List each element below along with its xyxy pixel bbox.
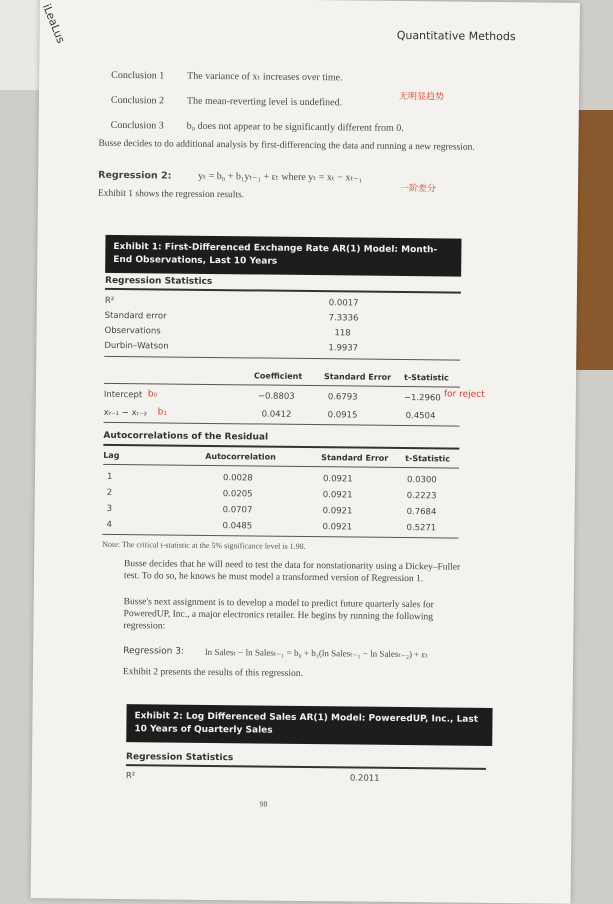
autocorr-heading: Autocorrelations of the Residual — [103, 430, 269, 443]
coef-row-intercept-t: −1.2960 — [403, 393, 441, 404]
autocorr-row-1-ac: 0.0028 — [222, 473, 253, 484]
conclusion-1-label: Conclusion 1 — [111, 69, 165, 82]
handwritten-note-b0: b₀ — [147, 389, 158, 400]
coef-header-t-statistic: t-Statistic — [404, 373, 449, 383]
autocorr-row-3-t: 0.7684 — [406, 507, 437, 518]
autocorr-header-standard-error: Standard Error — [321, 453, 389, 463]
stat-label-observations: Observations — [104, 325, 161, 337]
autocorr-row-3-se: 0.0921 — [322, 506, 353, 517]
page-number: 98 — [259, 799, 268, 809]
autocorr-row-1-lag: 1 — [106, 471, 113, 482]
handwritten-note-trend: 无明显趋势 — [398, 91, 445, 103]
stat-value-observations: 118 — [334, 328, 351, 339]
intro-paragraph: Busse decides to do additional analysis by first-differencing the data and running a new regression. — [98, 138, 475, 153]
regression-3-label: Regression 3: — [123, 646, 185, 657]
exhibit-1-reference: Exhibit 1 shows the regression results. — [97, 188, 245, 201]
conclusion-2-text: The mean-reverting level is undefined. — [186, 95, 343, 109]
coef-row-lag-t: 0.4504 — [405, 411, 436, 422]
stat-value-durbin-watson: 1.9937 — [328, 343, 359, 354]
autocorr-row-4-lag: 4 — [106, 519, 112, 530]
rule — [104, 422, 460, 427]
autocorr-row-1-t: 0.0300 — [406, 475, 437, 486]
coef-row-intercept-coef: −0.8803 — [257, 391, 295, 402]
stat-label-durbin-watson: Durbin–Watson — [104, 340, 169, 352]
handwritten-note-reject: for reject — [443, 389, 485, 400]
coef-row-lag-name: xₜ₋₁ − xₜ₋₂ — [103, 407, 148, 419]
rule — [104, 356, 460, 361]
exhibit-2-r2-label: R² — [125, 771, 136, 782]
coef-header-coefficient: Coefficient — [254, 371, 303, 381]
coef-row-lag-coef: 0.0412 — [261, 409, 292, 420]
autocorr-header-t-statistic: t-Statistic — [405, 454, 451, 464]
rule — [104, 383, 460, 388]
conclusion-2-label: Conclusion 2 — [110, 94, 165, 107]
exhibit-1-note: Note: The critical t-statistic at the 5% significance level is 1.98. — [102, 539, 306, 551]
rule — [102, 534, 458, 539]
rule — [103, 444, 459, 450]
autocorr-row-2-t: 0.2223 — [406, 491, 437, 502]
autocorr-row-4-ac: 0.0485 — [222, 521, 253, 532]
autocorr-row-3-ac: 0.0707 — [222, 505, 253, 516]
stat-value-r2: 0.0017 — [328, 298, 359, 309]
conclusion-1-text: The variance of xₜ increases over time. — [187, 70, 343, 84]
paragraph-next-assignment: Busse's next assignment is to develop a model to predict future quarterly sales for PoweredUP, Inc., a major electronics retailer. He begins by running the following regression: — [123, 597, 434, 632]
coef-row-lag-se: 0.0915 — [327, 410, 358, 421]
autocorr-row-2-ac: 0.0205 — [222, 489, 253, 500]
textbook-page — [31, 0, 580, 904]
exhibit-2-reference: Exhibit 2 presents the results of this regression. — [122, 667, 303, 679]
autocorr-header-autocorrelation: Autocorrelation — [205, 451, 276, 462]
autocorr-row-4-t: 0.5271 — [406, 523, 437, 534]
autocorr-row-3-lag: 3 — [106, 503, 113, 514]
autocorr-row-4-se: 0.0921 — [322, 522, 353, 533]
paragraph-dickey-fuller: Busse decides that he will need to test the data for nonstationarity using a Dickey–Fuller test. To do so, he knows he must model a transformed version of Regression 1. — [123, 559, 461, 585]
rule — [126, 764, 486, 770]
spine-text: iLeaLus — [39, 2, 68, 46]
rule — [103, 464, 459, 469]
handwritten-note-diff: 一阶差分 — [399, 183, 437, 195]
autocorr-row-2-se: 0.0921 — [322, 490, 353, 501]
autocorr-row-2-lag: 2 — [106, 487, 113, 498]
stat-label-r2: R² — [104, 295, 115, 306]
conclusion-3-text: b₀ does not appear to be significantly different from 0. — [186, 120, 404, 134]
exhibit-1-title: Exhibit 1: First-Differenced Exchange Rate AR(1) Model: Month-End Observations, Last 10 Years — [105, 235, 461, 277]
coef-row-intercept-name: Intercept — [103, 389, 143, 401]
exhibit-2-r2-value: 0.2011 — [349, 773, 380, 784]
autocorr-row-1-se: 0.0921 — [322, 474, 353, 485]
page-header: Quantitative Methods — [396, 28, 516, 44]
exhibit-1-regression-stats-heading: Regression Statistics — [104, 275, 213, 287]
rule — [105, 288, 461, 294]
stat-value-standard-error: 7.3336 — [328, 313, 359, 324]
regression-3-formula: ln Salesₜ − ln Salesₜ₋₁ = b₀ + b₁(ln Salesₜ₋₁ − ln Salesₜ₋₂) + εₜ — [205, 646, 429, 660]
exhibit-2-regression-stats-heading: Regression Statistics — [126, 752, 234, 764]
stat-label-standard-error: Standard error — [104, 310, 167, 322]
regression-2-label: Regression 2: — [98, 169, 172, 182]
coef-header-standard-error: Standard Error — [324, 372, 392, 382]
exhibit-2-title: Exhibit 2: Log Differenced Sales AR(1) Model: PoweredUP, Inc., Last 10 Years of Quarterly Sales — [126, 704, 492, 746]
regression-2-formula: yₜ = b₀ + b₁yₜ₋₁ + εₜ where yₜ = xₜ − xₜ₋₁ — [198, 170, 363, 184]
autocorr-header-lag: Lag — [103, 450, 120, 461]
conclusion-3-label: Conclusion 3 — [110, 119, 164, 132]
handwritten-note-b1: b₁ — [157, 407, 168, 418]
coef-row-intercept-se: 0.6793 — [327, 392, 358, 403]
